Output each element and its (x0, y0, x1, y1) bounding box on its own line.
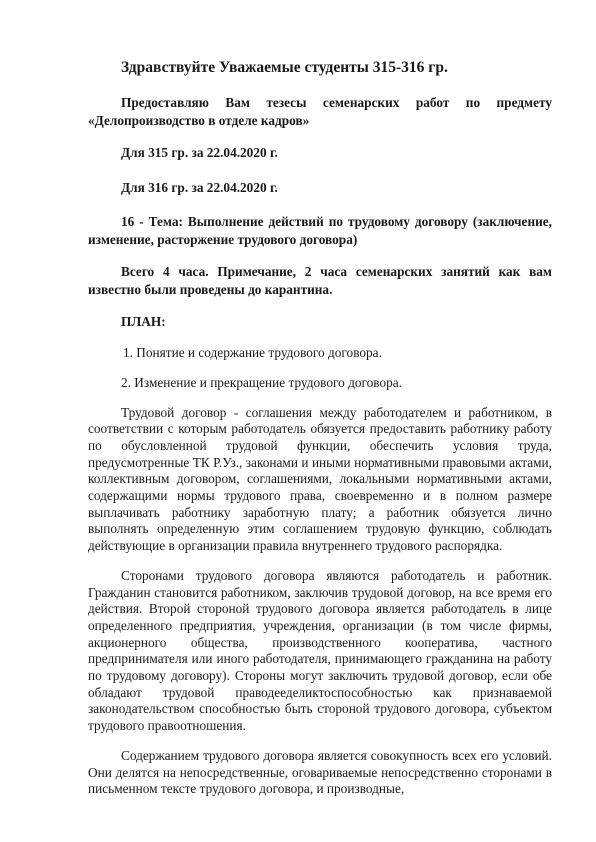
body-paragraph: Содержанием трудового договора является совокупность всех его условий. Они делятся на непосредственные, оговариваемые непосредственно сторонами в письменном тексте трудового договора, и производные, (88, 747, 552, 797)
topic-paragraph: 16 - Тема: Выполнение действий по трудовому договору (заключение, изменение, расторжение трудового договора) (88, 214, 552, 247)
intro-paragraph: Предоставляю Вам тезесы семенарских работ по предмету «Делопроизводство в отделе кадров» (88, 95, 552, 128)
body-paragraph: Трудовой договор - соглашения между работодателем и работником, в соответствии с которым работодатель обязуется предоставить работнику работу по обусловленной трудовой функции, обеспечить условия труда, предусмотренные ТК Р.Уз., законами и иными нормативными правовыми актами, коллективным договором, соглашениями, локальными нормативными актами, содержащими нормы трудового права, своевременно и в полном размере выплачивать работнику заработную плату; а работник обязуется лично выполнять определенную этим соглашением трудовую функцию, соблюдать действующие в организации правила внутреннего трудового распорядка. (88, 404, 552, 554)
group-315-date: Для 315 гр. за 22.04.2020 г. (121, 145, 278, 160)
greeting-title: Здравствуйте Уважаемые студенты 315-316 гр. (121, 59, 448, 76)
body-paragraph: Сторонами трудового договора являются работодатель и работник. Гражданин становится работником, заключив трудовой договор, на все время его действия. Второй стороной трудового договора является работодатель в лице определенного предприятия, учреждения, организации (в том числе фирмы, акционерного общества, производственного кооператива, частного предпринимателя или иного работодателя, принимающего гражданина на работу по трудовому договору). Стороны могут заключить трудовой договор, если обе обладают трудовой праводееделиктоспособностью как признаваемой законодательством способностью быть стороной трудового договора, субъектом трудового правоотношения. (88, 567, 552, 734)
plan-item: 1. Понятие и содержание трудового договора. (123, 344, 382, 360)
group-316-date: Для 316 гр. за 22.04.2020 г. (121, 179, 278, 195)
note-paragraph: Всего 4 часа. Примечание, 2 часа семенарских занятий как вам известно были проведены до карантина. (88, 264, 552, 297)
plan-heading: ПЛАН: (121, 314, 166, 329)
plan-item: 2. Изменение и прекращение трудового договора. (121, 375, 402, 390)
document-page (88, 58, 552, 811)
